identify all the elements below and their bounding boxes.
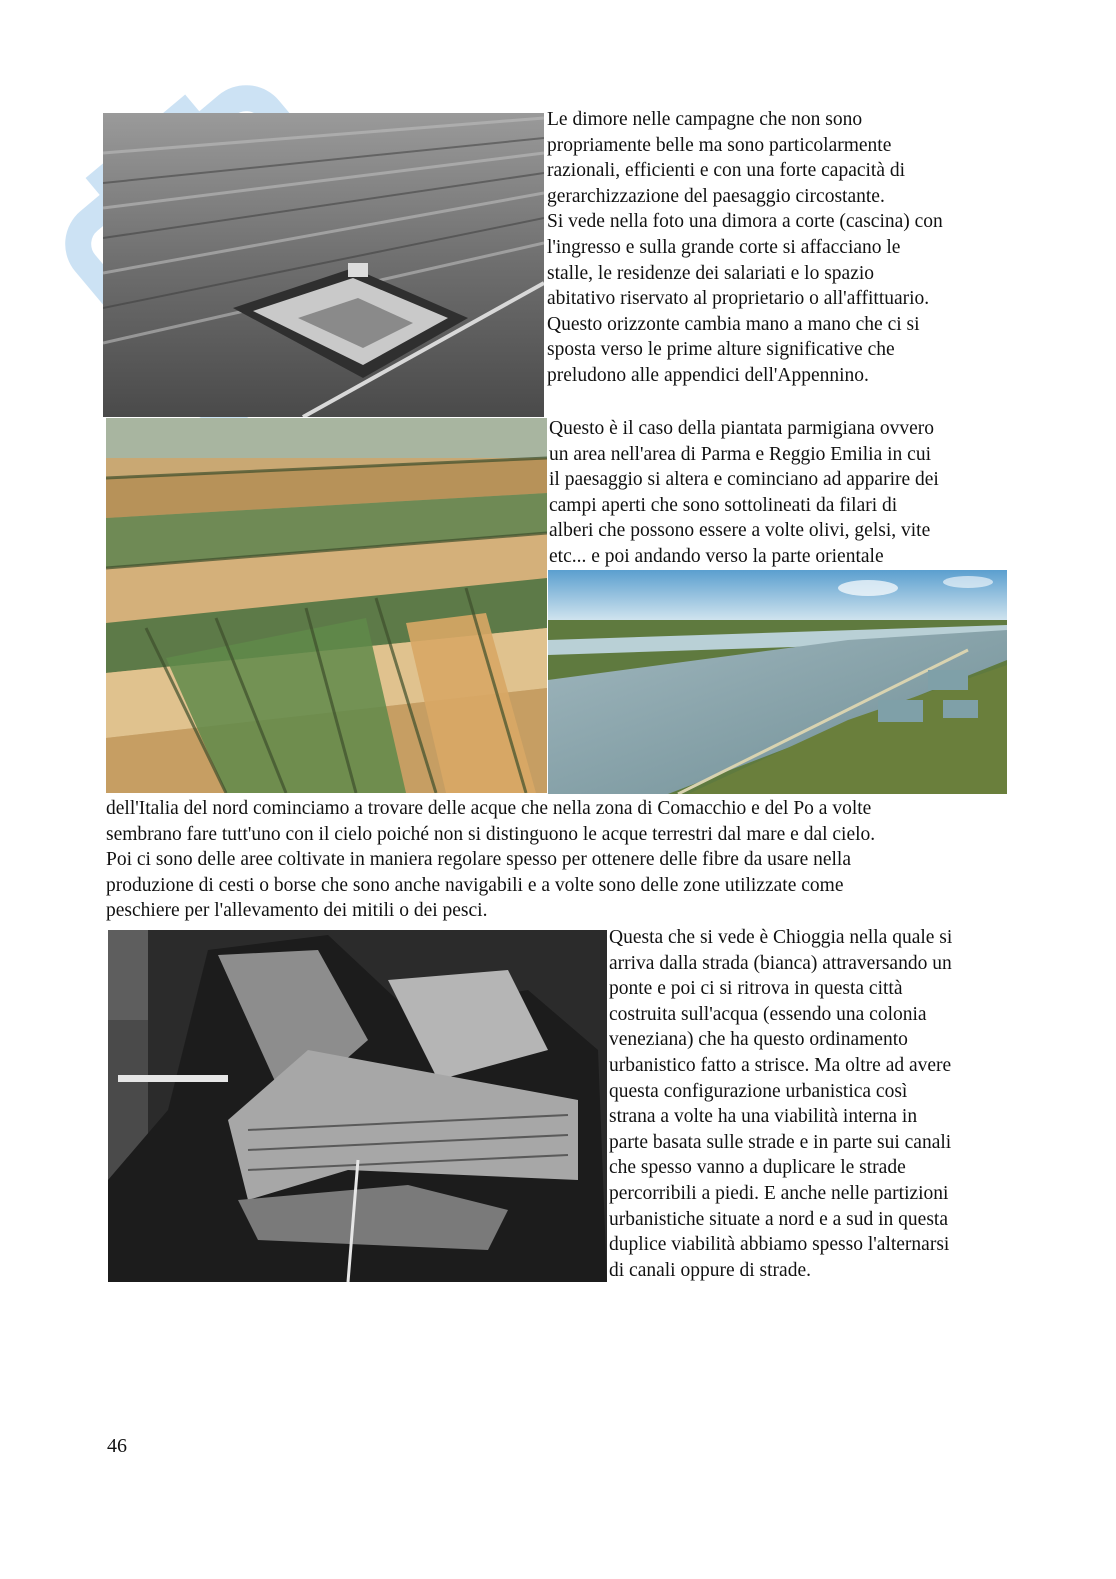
text-line: costruita sull'acqua (essendo una colonia <box>609 1003 927 1025</box>
text-line: un area nell'area di Parma e Reggio Emilia in cui <box>549 443 931 465</box>
text-line: razionali, efficienti e con una forte capacità di <box>547 160 906 182</box>
text-line: il paesaggio si altera e cominciano ad apparire dei <box>549 469 939 491</box>
text-cascina <box>547 107 943 389</box>
text-line: Questo è il caso della piantata parmigiana ovvero <box>549 418 934 439</box>
text-line: preludono alle appendici dell'Appennino. <box>547 364 869 386</box>
text-line: che spesso vanno a duplicare le strade <box>609 1157 906 1179</box>
text-line: veneziana) che ha questo ordinamento <box>609 1029 908 1051</box>
text-line: urbanistiche situate a nord e a sud in questa <box>609 1208 948 1230</box>
text-line: duplice viabilità abbiamo spesso l'alternarsi <box>609 1234 950 1256</box>
text-line: campi aperti che sono sottolineati da filari di <box>549 494 898 516</box>
text-line: strana a volte ha una viabilità interna in <box>609 1106 918 1128</box>
text-line: questa configurazione urbanistica così <box>609 1080 908 1102</box>
text-line: peschiere per l'allevamento dei mitili o dei pesci. <box>106 900 488 922</box>
text-line: gerarchizzazione del paesaggio circostante. <box>547 185 885 207</box>
text-line: dell'Italia del nord cominciamo a trovare delle acque che nella zona di Comacchio e del Po a volte <box>106 798 872 819</box>
text-acque <box>106 796 875 924</box>
text-line: Si vede nella foto una dimora a corte (cascina) con <box>547 211 943 233</box>
text-chioggia <box>609 925 952 1283</box>
photo-piantata <box>106 418 547 793</box>
text-line: Le dimore nelle campagne che non sono <box>547 109 863 130</box>
text-line: di canali oppure di strade. <box>609 1259 811 1281</box>
text-line: sposta verso le prime alture significative che <box>547 339 895 361</box>
text-line: stalle, le residenze dei salariati e lo spazio <box>547 262 875 284</box>
text-piantata <box>549 416 939 570</box>
text-line: Questa che si vede è Chioggia nella quale si <box>609 927 953 948</box>
text-line: l'ingresso e sulla grande corte si affacciano le <box>547 236 901 258</box>
photo-cascina <box>103 113 544 417</box>
text-line: ponte e poi ci si ritrova in questa città <box>609 978 903 1000</box>
text-line: arriva dalla strada (bianca) attraversando un <box>609 952 952 974</box>
photo-chioggia <box>108 930 607 1282</box>
text-line: abitativo riservato al proprietario o all'affittuario. <box>547 288 930 310</box>
text-line: alberi che possono essere a volte olivi, gelsi, vite <box>549 520 931 542</box>
text-line: Poi ci sono delle aree coltivate in maniera regolare spesso per ottenere delle fibre da usare nella <box>106 849 852 871</box>
page-number: 46 <box>107 1435 127 1457</box>
text-line: urbanistico fatto a strisce. Ma oltre ad avere <box>609 1054 952 1076</box>
text-line: etc... e poi andando verso la parte orientale <box>549 545 884 567</box>
photo-delta-po <box>548 570 1007 794</box>
text-line: Questo orizzonte cambia mano a mano che ci si <box>547 313 920 335</box>
text-line: sembrano fare tutt'uno con il cielo poiché non si distinguono le acque terrestri dal mare e dal cielo. <box>106 823 876 845</box>
text-line: percorribili a piedi. E anche nelle partizioni <box>609 1182 949 1204</box>
text-line: parte basata sulle strade e in parte sui canali <box>609 1131 952 1153</box>
text-line: propriamente belle ma sono particolarmente <box>547 134 892 156</box>
text-line: produzione di cesti o borse che sono anche navigabili e a volte sono delle zone utilizzate come <box>106 874 844 896</box>
